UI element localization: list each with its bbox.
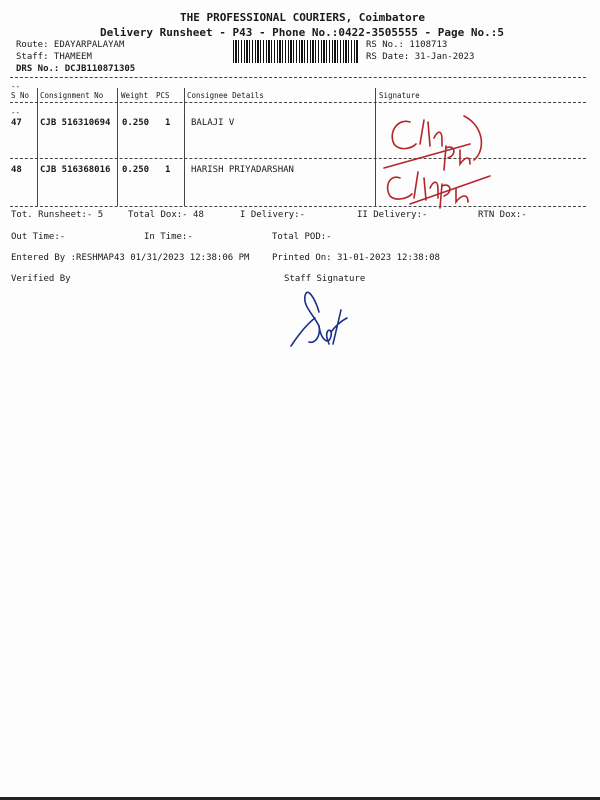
rtn-dox: RTN Dox:- [478,210,527,220]
col-header-signature: Signature [379,91,420,100]
total-pod: Total POD:- [272,232,332,242]
col-rule [184,88,185,206]
dash-mark: -- [11,108,21,117]
barcode [233,40,359,63]
verified-by: Verified By [11,274,71,284]
table-row-consignment: CJB 516368016 [40,165,111,175]
table-row-weight: 0.250 [122,118,150,128]
table-row-consignment: CJB 516310694 [40,118,111,128]
runsheet-title: Delivery Runsheet - P43 - Phone No.:0422-3505555 - Page No.:5 [100,26,504,39]
route-label: Route: EDAYARPALAYAM [16,40,125,50]
i-delivery: I Delivery:- [240,210,306,220]
col-rule [37,88,38,206]
printed-on: Printed On: 31-01-2023 12:38:08 [272,253,440,263]
handwritten-signature-red [380,100,500,210]
col-header-weight: Weight [121,91,149,100]
table-row-pcs: 1 [165,118,171,128]
table-row-pcs: 1 [165,165,171,175]
dash-mark: -- [11,82,21,91]
table-row-sno: 47 [11,118,22,128]
col-header-sno: S No [11,91,30,100]
col-header-consignment: Consignment No [40,91,104,100]
staff-signature-ink [285,284,365,350]
rs-date: RS Date: 31-Jan-2023 [366,52,475,62]
col-rule [117,88,118,206]
table-row-weight: 0.250 [122,165,150,175]
ii-delivery: II Delivery:- [357,210,428,220]
entered-by: Entered By :RESHMAP43 01/31/2023 12:38:06 PM [11,253,250,263]
table-row-consignee: BALAJI V [191,118,235,128]
rs-number: RS No.: 1108713 [366,40,448,50]
col-rule [375,88,376,206]
table-row-consignee: HARISH PRIYADARSHAN [191,165,294,175]
staff-label: Staff: THAMEEM [16,52,92,62]
in-time: In Time:- [144,232,193,242]
divider-top [10,77,586,78]
table-row-sno: 48 [11,165,22,175]
col-header-pcs: PCS [156,91,170,100]
total-dox: Total Dox:- 48 [128,210,204,220]
tot-runsheet: Tot. Runsheet:- 5 [11,210,104,220]
drs-number: DRS No.: DCJB110871305 [16,64,136,74]
company-title: THE PROFESSIONAL COURIERS, Coimbatore [180,11,426,24]
staff-signature-label: Staff Signature [284,274,366,284]
col-header-consignee: Consignee Details [187,91,264,100]
out-time: Out Time:- [11,232,66,242]
